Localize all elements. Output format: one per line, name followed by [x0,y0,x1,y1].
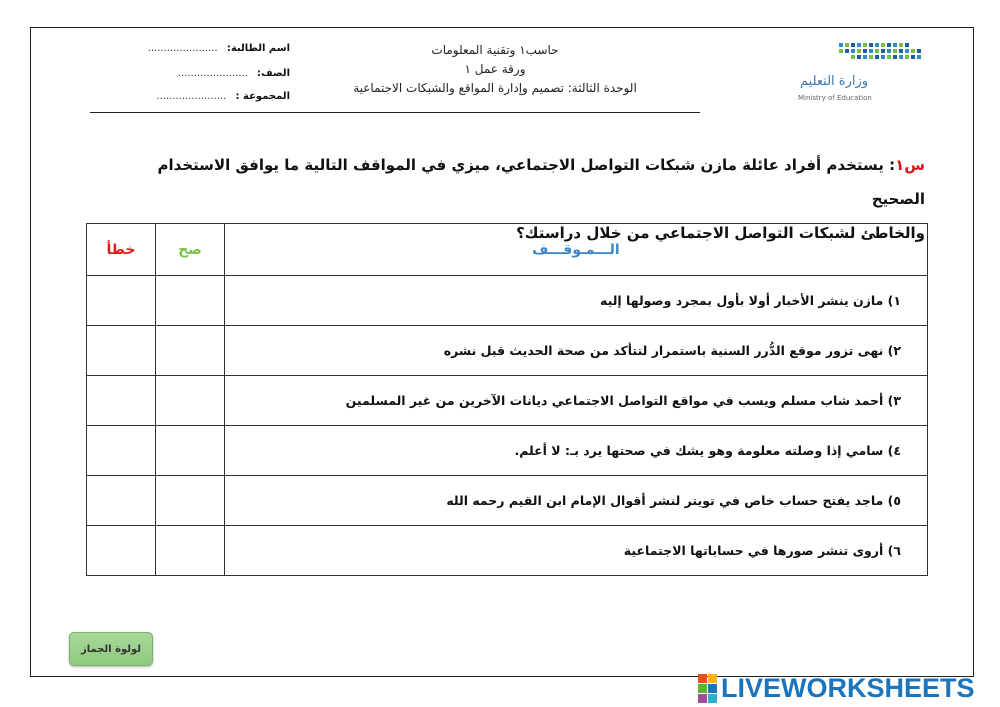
logo-block [708,694,717,703]
worksheet-title: ورقة عمل ١ [464,62,526,76]
logo-dot [845,49,849,53]
logo-dot [905,49,909,53]
table-row [87,426,928,476]
table-row [87,276,928,326]
logo-dot [917,49,921,53]
header-divider [90,112,700,113]
logo-dot [905,55,909,59]
question-number: س١ [895,156,925,174]
logo-block [708,674,717,683]
class-dots: ...................... [177,68,248,79]
logo-dot [911,49,915,53]
logo-dot [917,55,921,59]
wrong-cell-6[interactable] [87,526,156,576]
logo-dot [857,43,861,47]
logo-dot [851,49,855,53]
unit-title: الوحدة الثالثة: تصميم وإدارة المواقع والشبكات الاجتماعية [353,81,637,95]
student-name-dots: ...................... [147,43,218,54]
class-field [155,68,290,79]
situation-5: ٥) ماجد يفتح حساب خاص في تويتر لنشر أقوال الإمام ابن القيم رحمه الله [224,476,927,526]
wrong-cell-2[interactable] [87,326,156,376]
liveworksheets-logo-icon [698,674,717,703]
logo-dot [905,43,909,47]
wrong-cell-3[interactable] [87,376,156,426]
logo-dot [857,55,861,59]
logo-dot [881,55,885,59]
student-name-field [140,43,290,54]
liveworksheets-watermark[interactable] [698,672,975,704]
class-label: الصف: [257,68,290,79]
logo-dot [875,55,879,59]
author-button[interactable]: لولوة الجماز [69,632,153,666]
question-separator: : [889,156,896,174]
logo-dot [839,49,843,53]
logo-dot [875,49,879,53]
watermark-text: LIVEWORKSHEETS [721,672,975,703]
logo-dot [875,43,879,47]
logo-dot [845,43,849,47]
logo-dot [899,49,903,53]
question-line-2: والخاطئ لشبكات التواصل الاجتماعي من خلال دراستك؟ [516,224,925,242]
table-row [87,526,928,576]
logo-dot [899,55,903,59]
correct-cell-6[interactable] [155,526,224,576]
table-row [87,326,928,376]
logo-dot [869,55,873,59]
logo-block [698,674,707,683]
logo-dot [893,43,897,47]
table-row [87,376,928,426]
logo-dot [839,43,843,47]
situation-6: ٦) أروى تنشر صورها في حساباتها الاجتماعية [224,526,927,576]
logo-dot [911,55,915,59]
question-line-1: يستخدم أفراد عائلة مازن شبكات التواصل الاجتماعي، ميزي في المواقف التالية ما يوافق الاستخدام الصحيح [157,156,925,208]
correct-cell-5[interactable] [155,476,224,526]
correct-cell-4[interactable] [155,426,224,476]
logo-dot [881,43,885,47]
situation-2: ٢) نهى تزور موقع الدُّرر السنية باستمرار لتتأكد من صحة الحديث قبل نشره [224,326,927,376]
student-name-label: اسم الطالبة: [226,43,290,54]
situation-1: ١) مازن ينشر الأخبار أولا بأول بمجرد وصولها إليه [224,276,927,326]
logo-dot [869,43,873,47]
correct-cell-2[interactable] [155,326,224,376]
group-field [148,91,290,102]
logo-block [708,684,717,693]
logo-dot [893,55,897,59]
header-situation: الـــمـوقـــف [224,224,927,276]
logo-dot [863,43,867,47]
logo-dot [851,43,855,47]
logo-dot [899,43,903,47]
table-header-row [87,224,928,276]
logo-dot [893,49,897,53]
wrong-cell-5[interactable] [87,476,156,526]
logo-dot [863,49,867,53]
logo-english-text: Ministry of Education [798,94,872,102]
logo-block [698,684,707,693]
answer-table [86,223,928,576]
logo-dot [851,55,855,59]
group-label: المجموعة : [235,91,290,102]
logo-dot [887,49,891,53]
logo-dot [887,55,891,59]
logo-block [698,694,707,703]
correct-cell-3[interactable] [155,376,224,426]
logo-dot [881,49,885,53]
situation-4: ٤) سامي إذا وصلته معلومة وهو يشك في صحتها يرد بـ: لا أعلم. [224,426,927,476]
course-title: حاسب١ وتقنية المعلومات [431,43,559,57]
wrong-cell-4[interactable] [87,426,156,476]
header-correct: صح [155,224,224,276]
header-wrong: خطأ [87,224,156,276]
logo-arabic-text: وزارة التعليم [800,74,869,89]
situation-3: ٣) أحمد شاب مسلم ويسب في مواقع التواصل الاجتماعي ديانات الآخرين من غير المسلمين [224,376,927,426]
wrong-cell-1[interactable] [87,276,156,326]
table-row [87,476,928,526]
logo-dot [863,55,867,59]
group-dots: ...................... [156,91,227,102]
logo-dot [887,43,891,47]
logo-dot [869,49,873,53]
correct-cell-1[interactable] [155,276,224,326]
logo-dot [857,49,861,53]
